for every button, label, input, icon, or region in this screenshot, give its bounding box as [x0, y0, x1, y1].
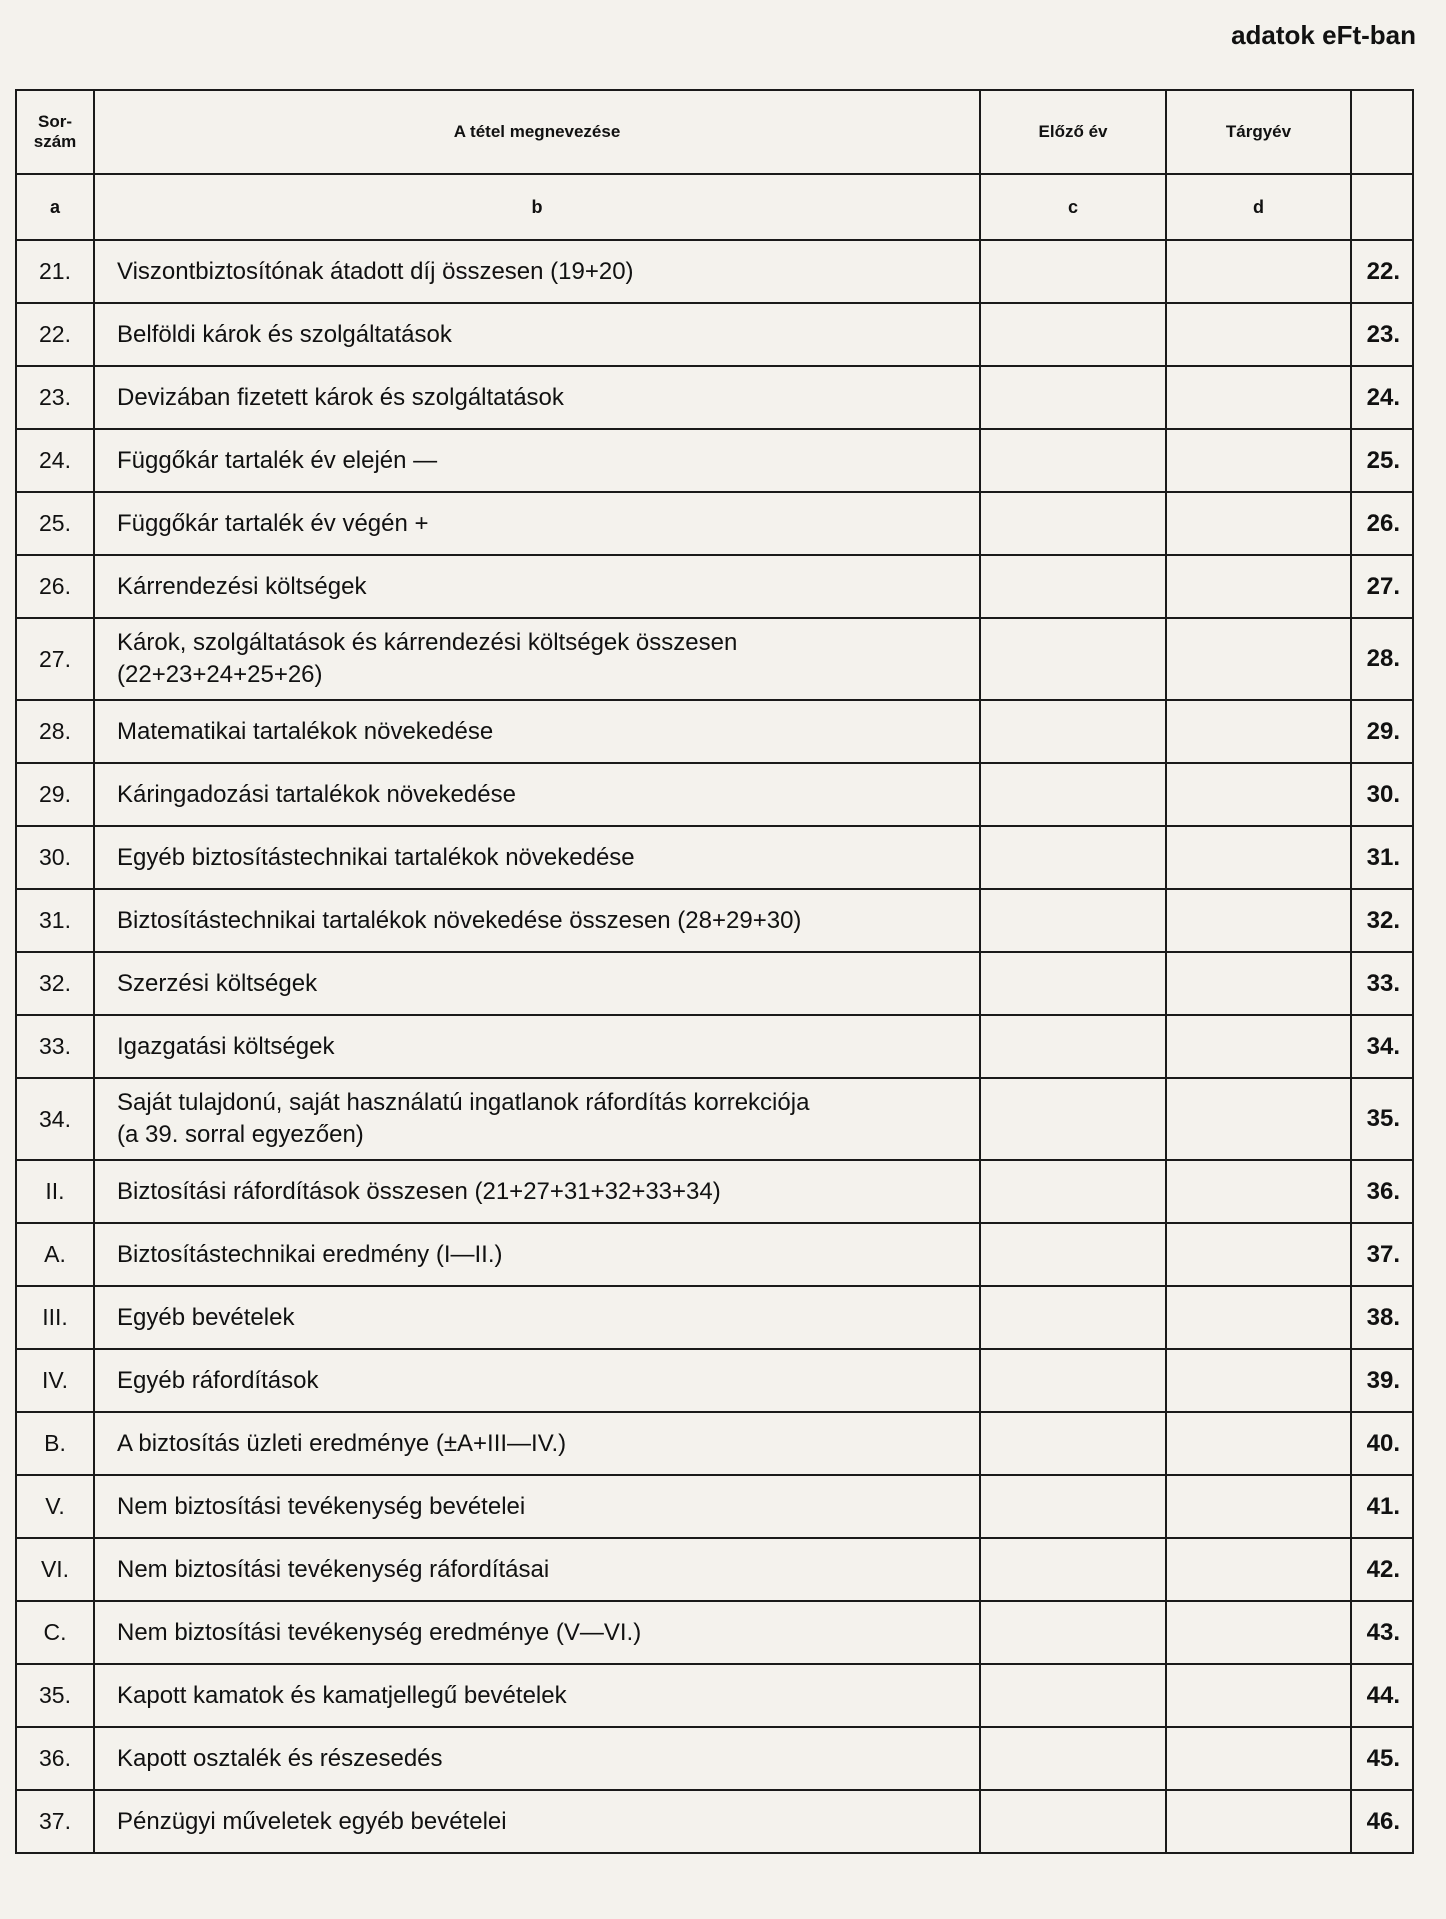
row-reference-number: 35. [1365, 1078, 1413, 1160]
letter-d: d [1166, 174, 1351, 240]
row-item-name [94, 1349, 980, 1412]
row-tail-cell [1351, 763, 1365, 826]
row-tail-cell [1351, 1349, 1365, 1412]
row-item-name [94, 492, 980, 555]
row-tail-cell [1351, 700, 1365, 763]
header-row [16, 90, 1413, 174]
income-statement-table [15, 89, 1414, 1854]
row-number: III. [16, 1286, 94, 1349]
row-number: VI. [16, 1538, 94, 1601]
row-reference-number: 41. [1365, 1475, 1413, 1538]
current-year-value[interactable] [1166, 1601, 1351, 1664]
row-item-name-line1: A biztosítás üzleti eredménye (±A+III—IV.) [117, 1429, 567, 1457]
row-reference-number: 43. [1365, 1601, 1413, 1664]
row-reference-number: 36. [1365, 1160, 1413, 1223]
table-row [16, 366, 1413, 429]
row-item-name [94, 1664, 980, 1727]
row-number: 34. [16, 1078, 94, 1160]
row-item-name [94, 1078, 980, 1160]
table-row [16, 618, 1413, 700]
table-row [16, 492, 1413, 555]
table-row [16, 1601, 1413, 1664]
row-item-name-line1: Biztosítástechnikai tartalékok növekedése összesen (28+29+30) [117, 906, 802, 934]
row-number: 28. [16, 700, 94, 763]
row-reference-number: 22. [1365, 240, 1413, 303]
row-item-name-line1: Nem biztosítási tevékenység ráfordításai [117, 1555, 550, 1583]
table-row [16, 889, 1413, 952]
table-row [16, 1223, 1413, 1286]
row-number: 27. [16, 618, 94, 700]
row-tail-cell [1351, 1601, 1365, 1664]
row-reference-number: 37. [1365, 1223, 1413, 1286]
row-item-name [94, 1601, 980, 1664]
table-row [16, 1790, 1413, 1853]
letter-tail-cell [1351, 174, 1413, 240]
row-tail-cell [1351, 1475, 1365, 1538]
row-number: 26. [16, 555, 94, 618]
current-year-value[interactable] [1166, 700, 1351, 763]
row-reference-number: 45. [1365, 1727, 1413, 1790]
current-year-value[interactable] [1166, 763, 1351, 826]
row-reference-number: 34. [1365, 1015, 1413, 1078]
row-number: 31. [16, 889, 94, 952]
row-tail-cell [1351, 826, 1365, 889]
current-year-value[interactable] [1166, 1727, 1351, 1790]
previous-year-value[interactable] [980, 555, 1166, 618]
current-year-value[interactable] [1166, 952, 1351, 1015]
previous-year-value[interactable] [980, 889, 1166, 952]
row-tail-cell [1351, 1223, 1365, 1286]
current-year-value[interactable] [1166, 826, 1351, 889]
row-item-name-line2: (a 39. sorral egyezően) [117, 1121, 364, 1148]
row-item-name-line1: Biztosítási ráfordítások összesen (21+27+31+32+33+34) [117, 1177, 721, 1205]
row-reference-number: 46. [1365, 1790, 1413, 1853]
previous-year-value[interactable] [980, 700, 1166, 763]
row-item-name [94, 1727, 980, 1790]
current-year-value[interactable] [1166, 1664, 1351, 1727]
previous-year-value[interactable] [980, 618, 1166, 700]
row-tail-cell [1351, 429, 1365, 492]
table-row [16, 700, 1413, 763]
row-item-name-line1: Függőkár tartalék év végén + [117, 509, 429, 537]
row-item-name-line1: Káringadozási tartalékok növekedése [117, 780, 516, 808]
row-tail-cell [1351, 1078, 1365, 1160]
table-row [16, 1286, 1413, 1349]
previous-year-value[interactable] [980, 1727, 1166, 1790]
previous-year-value[interactable] [980, 826, 1166, 889]
row-tail-cell [1351, 1015, 1365, 1078]
row-item-name-line1: Szerzési költségek [117, 969, 318, 997]
row-number: 37. [16, 1790, 94, 1853]
row-item-name [94, 429, 980, 492]
previous-year-value[interactable] [980, 303, 1166, 366]
row-item-name [94, 1412, 980, 1475]
row-item-name-line1: Nem biztosítási tevékenység eredménye (V—VI.) [117, 1618, 642, 1646]
row-tail-cell [1351, 1286, 1365, 1349]
letter-row [16, 174, 1413, 240]
row-tail-cell [1351, 1160, 1365, 1223]
table-row [16, 1727, 1413, 1790]
previous-year-value[interactable] [980, 1078, 1166, 1160]
previous-year-value[interactable] [980, 366, 1166, 429]
current-year-value[interactable] [1166, 889, 1351, 952]
current-year-value[interactable] [1166, 1412, 1351, 1475]
table-row [16, 826, 1413, 889]
row-reference-number: 33. [1365, 952, 1413, 1015]
header-row-number [16, 90, 94, 174]
row-tail-cell [1351, 303, 1365, 366]
row-reference-number: 29. [1365, 700, 1413, 763]
table-row [16, 1475, 1413, 1538]
table-row [16, 555, 1413, 618]
row-tail-cell [1351, 952, 1365, 1015]
table-row [16, 1160, 1413, 1223]
row-number: 30. [16, 826, 94, 889]
table-row [16, 952, 1413, 1015]
row-reference-number: 44. [1365, 1664, 1413, 1727]
row-item-name-line1: Devizában fizetett károk és szolgáltatások [117, 383, 564, 411]
table-row [16, 303, 1413, 366]
table-body [16, 240, 1413, 1853]
row-item-name [94, 826, 980, 889]
table-row [16, 1412, 1413, 1475]
header-current-year: Tárgyév [1166, 90, 1351, 174]
row-item-name [94, 240, 980, 303]
row-tail-cell [1351, 618, 1365, 700]
row-item-name-line1: Károk, szolgáltatások és kárrendezési költségek összesen [117, 629, 738, 656]
previous-year-value[interactable] [980, 1223, 1166, 1286]
letter-a: a [16, 174, 94, 240]
row-reference-number: 30. [1365, 763, 1413, 826]
table-row [16, 763, 1413, 826]
table-row [16, 240, 1413, 303]
row-item-name-line1: Egyéb bevételek [117, 1303, 295, 1331]
unit-label: adatok eFt-ban [1231, 20, 1416, 50]
table-row [16, 1078, 1413, 1160]
row-number: 29. [16, 763, 94, 826]
row-item-name [94, 366, 980, 429]
current-year-value[interactable] [1166, 1223, 1351, 1286]
row-item-name-line1: Egyéb biztosítástechnikai tartalékok növekedése [117, 843, 635, 871]
row-tail-cell [1351, 1412, 1365, 1475]
row-item-name [94, 555, 980, 618]
current-year-value[interactable] [1166, 366, 1351, 429]
row-reference-number: 32. [1365, 889, 1413, 952]
table-row [16, 1015, 1413, 1078]
previous-year-value[interactable] [980, 1412, 1166, 1475]
row-item-name-line1: Matematikai tartalékok növekedése [117, 717, 494, 745]
row-reference-number: 31. [1365, 826, 1413, 889]
previous-year-value[interactable] [980, 1475, 1166, 1538]
row-item-name-line1: Egyéb ráfordítások [117, 1366, 319, 1394]
row-item-name [94, 952, 980, 1015]
current-year-value[interactable] [1166, 1790, 1351, 1853]
header-tail-cell [1351, 90, 1413, 174]
row-item-name [94, 889, 980, 952]
current-year-value[interactable] [1166, 1078, 1351, 1160]
row-item-name-line1: Pénzügyi műveletek egyéb bevételei [117, 1807, 507, 1835]
row-item-name-line1: Kapott osztalék és részesedés [117, 1744, 443, 1772]
row-item-name [94, 700, 980, 763]
row-item-name-line2: (22+23+24+25+26) [117, 661, 323, 688]
previous-year-value[interactable] [980, 1286, 1166, 1349]
row-reference-number: 23. [1365, 303, 1413, 366]
previous-year-value[interactable] [980, 492, 1166, 555]
header-item-name: A tétel megnevezése [94, 90, 980, 174]
current-year-value[interactable] [1166, 240, 1351, 303]
row-tail-cell [1351, 240, 1365, 303]
row-number: 33. [16, 1015, 94, 1078]
previous-year-value[interactable] [980, 429, 1166, 492]
row-item-name [94, 1160, 980, 1223]
row-item-name [94, 1475, 980, 1538]
row-reference-number: 40. [1365, 1412, 1413, 1475]
row-item-name [94, 618, 980, 700]
row-item-name-line1: Saját tulajdonú, saját használatú ingatlanok ráfordítás korrekciója [117, 1089, 810, 1116]
previous-year-value[interactable] [980, 763, 1166, 826]
header-row-number-top: Sor- [38, 112, 72, 131]
table-row [16, 1538, 1413, 1601]
row-reference-number: 27. [1365, 555, 1413, 618]
previous-year-value[interactable] [980, 1664, 1166, 1727]
row-tail-cell [1351, 1664, 1365, 1727]
row-item-name-line1: Függőkár tartalék év elején — [117, 446, 438, 474]
current-year-value[interactable] [1166, 492, 1351, 555]
current-year-value[interactable] [1166, 555, 1351, 618]
previous-year-value[interactable] [980, 1015, 1166, 1078]
row-reference-number: 24. [1365, 366, 1413, 429]
previous-year-value[interactable] [980, 1160, 1166, 1223]
row-tail-cell [1351, 366, 1365, 429]
row-item-name-line1: Kárrendezési költségek [117, 572, 367, 600]
row-number: 21. [16, 240, 94, 303]
row-item-name-line1: Viszontbiztosítónak átadott díj összesen (19+20) [117, 257, 634, 285]
row-number: V. [16, 1475, 94, 1538]
previous-year-value[interactable] [980, 1349, 1166, 1412]
current-year-value[interactable] [1166, 1475, 1351, 1538]
header-previous-year: Előző év [980, 90, 1166, 174]
previous-year-value[interactable] [980, 1790, 1166, 1853]
row-item-name [94, 1538, 980, 1601]
row-item-name [94, 1015, 980, 1078]
row-number: C. [16, 1601, 94, 1664]
table-row [16, 1349, 1413, 1412]
letter-c: c [980, 174, 1166, 240]
row-tail-cell [1351, 1790, 1365, 1853]
previous-year-value[interactable] [980, 240, 1166, 303]
row-number: 22. [16, 303, 94, 366]
current-year-value[interactable] [1166, 1015, 1351, 1078]
previous-year-value[interactable] [980, 1538, 1166, 1601]
row-item-name [94, 1286, 980, 1349]
row-item-name [94, 1790, 980, 1853]
current-year-value[interactable] [1166, 618, 1351, 700]
row-number: 24. [16, 429, 94, 492]
row-tail-cell [1351, 889, 1365, 952]
row-number: A. [16, 1223, 94, 1286]
row-tail-cell [1351, 1538, 1365, 1601]
row-item-name-line1: Belföldi károk és szolgáltatások [117, 320, 452, 348]
current-year-value[interactable] [1166, 303, 1351, 366]
row-number: IV. [16, 1349, 94, 1412]
current-year-value[interactable] [1166, 1349, 1351, 1412]
row-item-name-line1: Biztosítástechnikai eredmény (I—II.) [117, 1240, 503, 1268]
header-row-number-bottom: szám [33, 132, 77, 151]
previous-year-value[interactable] [980, 1601, 1166, 1664]
row-number: B. [16, 1412, 94, 1475]
row-number: 36. [16, 1727, 94, 1790]
row-item-name [94, 763, 980, 826]
row-item-name-line1: Igazgatási költségek [117, 1032, 335, 1060]
row-reference-number: 42. [1365, 1538, 1413, 1601]
row-item-name-line1: Kapott kamatok és kamatjellegű bevételek [117, 1681, 567, 1709]
current-year-value[interactable] [1166, 429, 1351, 492]
row-tail-cell [1351, 1727, 1365, 1790]
row-tail-cell [1351, 492, 1365, 555]
row-reference-number: 25. [1365, 429, 1413, 492]
row-reference-number: 39. [1365, 1349, 1413, 1412]
previous-year-value[interactable] [980, 952, 1166, 1015]
current-year-value[interactable] [1166, 1286, 1351, 1349]
row-number: II. [16, 1160, 94, 1223]
row-tail-cell [1351, 555, 1365, 618]
row-reference-number: 26. [1365, 492, 1413, 555]
row-reference-number: 38. [1365, 1286, 1413, 1349]
letter-b: b [94, 174, 980, 240]
row-number: 25. [16, 492, 94, 555]
table-row [16, 429, 1413, 492]
row-number: 35. [16, 1664, 94, 1727]
current-year-value[interactable] [1166, 1160, 1351, 1223]
row-item-name [94, 1223, 980, 1286]
row-item-name [94, 303, 980, 366]
row-item-name-line1: Nem biztosítási tevékenység bevételei [117, 1492, 526, 1520]
current-year-value[interactable] [1166, 1538, 1351, 1601]
table-row [16, 1664, 1413, 1727]
row-reference-number: 28. [1365, 618, 1413, 700]
row-number: 23. [16, 366, 94, 429]
row-number: 32. [16, 952, 94, 1015]
